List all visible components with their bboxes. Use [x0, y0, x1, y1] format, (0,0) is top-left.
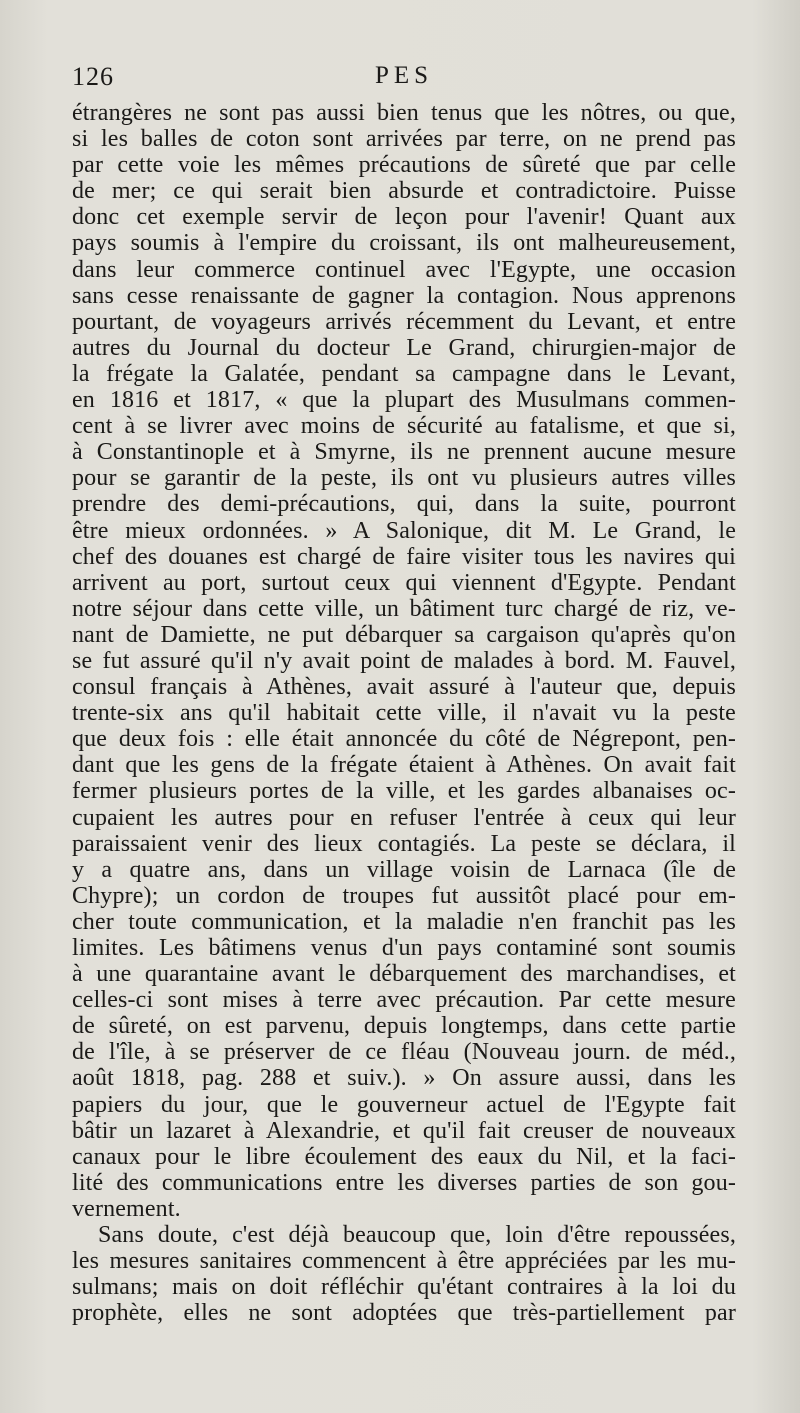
text-line: par cette voie les mêmes précautions de sûreté que par celle: [72, 152, 736, 179]
text-line: si les balles de coton sont arrivées par terre, on ne prend pas: [72, 126, 736, 153]
text-line: bâtir un lazaret à Alexandrie, et qu'il fait creuser de nouveaux: [72, 1117, 736, 1144]
text-line: lité des communications entre les diverses parties de son gou-: [72, 1169, 736, 1196]
text-line: consul français à Athènes, avait assuré à l'auteur que, depuis: [72, 674, 736, 701]
text-line: dans leur commerce continuel avec l'Egypte, une occasion: [72, 256, 736, 283]
text-line: celles-ci sont mises à terre avec précaution. Par cette mesure: [72, 987, 736, 1014]
text-line: nant de Damiette, ne put débarquer sa cargaison qu'après qu'on: [72, 621, 736, 648]
text-line: pour se garantir de la peste, ils ont vu plusieurs autres villes: [72, 465, 736, 492]
running-head: PES: [374, 62, 434, 89]
text-line: y a quatre ans, dans un village voisin de Larnaca (île de: [72, 856, 736, 883]
text-line: se fut assuré qu'il n'y avait point de malades à bord. M. Fauvel,: [72, 647, 736, 674]
text-line: cupaient les autres pour en refuser l'entrée à ceux qui leur: [72, 804, 736, 831]
text-line: prophète, elles ne sont adoptées que très-partiellement par: [72, 1300, 736, 1327]
text-line: trente-six ans qu'il habitait cette ville, il n'avait vu la peste: [72, 700, 736, 727]
text-line: paraissaient venir des lieux contagiés. La peste se déclara, il: [72, 830, 736, 857]
text-line: en 1816 et 1817, « que la plupart des Musulmans commen-: [72, 387, 736, 414]
text-line: de l'île, à se préserver de ce fléau (Nouveau journ. de méd.,: [72, 1039, 736, 1066]
text-line: dant que les gens de la frégate étaient à Athènes. On avait fait: [72, 752, 736, 779]
text-line: étrangères ne sont pas aussi bien tenus que les nôtres, ou que,: [72, 100, 736, 126]
text-line: Sans doute, c'est déjà beaucoup que, loin d'être repoussées,: [98, 1222, 736, 1249]
text-line: être mieux ordonnées. » A Salonique, dit M. Le Grand, le: [72, 517, 736, 544]
text-line: à une quarantaine avant le débarquement des marchandises, et: [72, 961, 736, 988]
text-line: fermer plusieurs portes de la ville, et les gardes albanaises oc-: [72, 778, 736, 805]
text-line: de sûreté, on est parvenu, depuis longtemps, dans cette partie: [72, 1013, 736, 1040]
text-line: donc cet exemple servir de leçon pour l'avenir! Quant aux: [72, 204, 736, 231]
text-line: Chypre); un cordon de troupes fut aussitôt placé pour em-: [72, 882, 736, 909]
text-line: pays soumis à l'empire du croissant, ils ont malheureusement,: [72, 230, 736, 257]
text-line: les mesures sanitaires commencent à être appréciées par les mu-: [72, 1248, 736, 1275]
text-line: cher toute communication, et la maladie n'en franchit pas les: [72, 908, 736, 935]
text-line: prendre des demi-précautions, qui, dans la suite, pourront: [72, 491, 736, 518]
page-header: [72, 62, 736, 96]
text-line: arrivent au port, surtout ceux qui viennent d'Egypte. Pendant: [72, 569, 736, 596]
text-line: vernement.: [72, 1195, 181, 1222]
text-line: août 1818, pag. 288 et suiv.). » On assure aussi, dans les: [72, 1065, 736, 1092]
text-line: de mer; ce qui serait bien absurde et contradictoire. Puisse: [72, 178, 736, 205]
text-line: cent à se livrer avec moins de sécurité au fatalisme, et que si,: [72, 413, 736, 440]
text-line: à Constantinople et à Smyrne, ils ne prennent aucune mesure: [72, 439, 736, 466]
text-line: notre séjour dans cette ville, un bâtiment turc chargé de riz, ve-: [72, 595, 736, 622]
text-line: la frégate la Galatée, pendant sa campagne dans le Levant,: [72, 360, 736, 387]
text-line: sans cesse renaissante de gagner la contagion. Nous apprenons: [72, 282, 736, 309]
text-line: que deux fois : elle était annoncée du côté de Négrepont, pen-: [72, 726, 736, 753]
text-line: limites. Les bâtimens venus d'un pays contaminé sont soumis: [72, 935, 736, 961]
page-number: 126: [72, 62, 114, 91]
text-line: pourtant, de voyageurs arrivés récemment du Levant, et entre: [72, 308, 736, 335]
text-line: autres du Journal du docteur Le Grand, chirurgien-major de: [72, 334, 736, 361]
text-line: sulmans; mais on doit réfléchir qu'étant contraires à la loi du: [72, 1274, 736, 1301]
text-line: canaux pour le libre écoulement des eaux du Nil, et la faci-: [72, 1143, 736, 1170]
text-line: chef des douanes est chargé de faire visiter tous les navires qui: [72, 543, 736, 570]
text-line: papiers du jour, que le gouverneur actuel de l'Egypte fait: [72, 1091, 736, 1118]
body-text: [72, 100, 736, 1326]
